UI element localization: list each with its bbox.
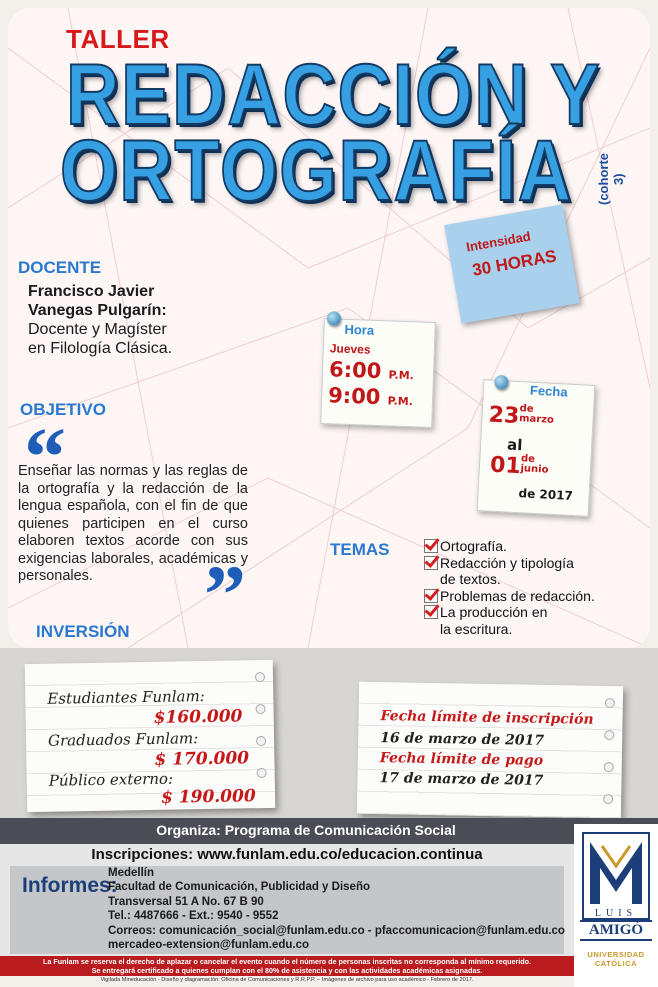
price-label-estudiantes: Estudiantes Funlam: bbox=[47, 687, 205, 708]
hole-icon bbox=[604, 762, 614, 772]
fecha-start-month bbox=[519, 404, 555, 426]
fecha-label: Fecha bbox=[529, 382, 568, 400]
disclaimer-text bbox=[0, 957, 574, 975]
price-publico: $ 190.000 bbox=[160, 786, 256, 808]
title-line-2: ORTOGRAFÍA bbox=[60, 123, 574, 219]
prices-note bbox=[25, 660, 276, 812]
checkmark-icon bbox=[424, 539, 438, 553]
title-line-1: REDACCIÓN Y bbox=[66, 47, 602, 143]
logo-emblem-icon bbox=[582, 832, 650, 920]
logo-universidad bbox=[576, 950, 656, 968]
organiza-text: Organiza: Programa de Comunicación Social bbox=[156, 822, 456, 838]
hora-note bbox=[320, 318, 436, 428]
informes-details bbox=[108, 866, 565, 952]
logo-uni-line1: UNIVERSIDAD bbox=[587, 950, 645, 959]
binder-holes bbox=[603, 698, 615, 826]
logo-amigo: AMIGÓ bbox=[580, 920, 652, 941]
temas-item bbox=[424, 588, 595, 605]
temas-item bbox=[424, 555, 590, 588]
deadline-pago-label: Fecha límite de pago bbox=[379, 750, 544, 769]
hole-icon bbox=[256, 736, 266, 746]
docente-description bbox=[28, 320, 172, 358]
temas-item-text: La producción en la escritura. bbox=[440, 604, 548, 637]
docente-name-line1: Francisco Javier bbox=[28, 283, 155, 300]
intensidad-label: Intensidad bbox=[465, 228, 532, 255]
fecha-al: al bbox=[506, 435, 523, 455]
deadline-inscripcion-date: 16 de marzo de 2017 bbox=[380, 730, 545, 749]
hole-icon bbox=[257, 768, 267, 778]
binder-holes bbox=[255, 672, 267, 800]
hora-end bbox=[328, 383, 414, 410]
objetivo-heading: OBJETIVO bbox=[20, 400, 106, 419]
temas-item-text: Ortografía. bbox=[440, 538, 507, 554]
informes-label: Informes: bbox=[22, 874, 118, 897]
hole-icon bbox=[255, 704, 265, 714]
hole-icon bbox=[604, 730, 614, 740]
logo-m-icon bbox=[584, 834, 648, 908]
fecha-end bbox=[489, 453, 549, 481]
disclaimer-line2: Se entregará certificado a quienes cumplan con el 80% de asistencia y con las actividades académicas asignadas. bbox=[91, 966, 483, 975]
deadlines-note bbox=[357, 682, 623, 819]
hora-day: Jueves bbox=[329, 341, 371, 357]
temas-item-text: Problemas de redacción. bbox=[440, 587, 595, 604]
docente-heading: DOCENTE bbox=[18, 258, 102, 277]
logo-luis: LUIS bbox=[594, 908, 638, 919]
taller-label: TALLER bbox=[66, 24, 170, 54]
logo-uni-line2: CATÓLICA bbox=[594, 959, 638, 968]
price-estudiantes: $160.000 bbox=[153, 706, 243, 728]
hora-start-suffix: P.M. bbox=[388, 368, 415, 383]
deadline-pago-date: 17 de marzo de 2017 bbox=[379, 770, 544, 789]
intensidad-note bbox=[444, 204, 580, 323]
price-label-publico: Público externo: bbox=[48, 769, 174, 790]
fecha-note bbox=[477, 379, 596, 517]
hole-icon bbox=[255, 672, 265, 682]
hora-end-time: 9:00 bbox=[327, 383, 381, 410]
docente-desc-line2: en Filología Clásica. bbox=[28, 340, 173, 357]
hole-icon bbox=[603, 794, 613, 804]
open-quote-icon: “ bbox=[24, 411, 66, 504]
cohorte-label: (cohorte 3) bbox=[596, 153, 626, 205]
credits-text: Vigilada Mineducación - Diseño y diagramación: Oficina de Comunicaciones y R.R.P.P. – Imágenes de archivo para uso académico - Febrero de 2017. bbox=[100, 977, 474, 983]
fecha-end-month-name: junio bbox=[520, 463, 549, 476]
fecha-end-de: de bbox=[520, 453, 536, 465]
hole-icon bbox=[605, 698, 615, 708]
price-graduados: $ 170.000 bbox=[154, 748, 250, 770]
hora-end-suffix: P.M. bbox=[387, 394, 414, 409]
fecha-end-month bbox=[520, 454, 549, 475]
fecha-start bbox=[488, 402, 555, 430]
informes-line: mercadeo-extension@funlam.edu.co bbox=[108, 939, 310, 952]
docente-name bbox=[28, 282, 167, 320]
hora-start-time: 6:00 bbox=[328, 357, 382, 384]
intensidad-value: 30 HORAS bbox=[470, 246, 558, 280]
disclaimer-line1: La Funlam se reserva el derecho de aplazar o cancelar el evento cuando el número de personas inscritas no corresponda al mínimo requerido. bbox=[42, 957, 532, 966]
fecha-end-day: 01 bbox=[489, 452, 522, 480]
temas-heading: TEMAS bbox=[330, 540, 390, 559]
informes-line: Transversal 51 A No. 67 B 90 bbox=[108, 895, 264, 908]
pushpin-icon bbox=[494, 375, 509, 390]
inversion-heading: INVERSIÓN bbox=[36, 622, 130, 641]
checkmark-icon bbox=[424, 556, 438, 570]
hora-start bbox=[329, 357, 415, 384]
informes-line: Tel.: 4487666 - Ext.: 9540 - 9552 bbox=[108, 910, 279, 923]
informes-line: Facultad de Comunicación, Publicidad y Diseño bbox=[108, 881, 370, 894]
docente-desc-line1: Docente y Magíster bbox=[28, 321, 167, 338]
informes-line: Medellín bbox=[108, 867, 155, 879]
informes-line-emails: Correos: comunicación_social@funlam.edu.co - pfaccomunicacion@funlam.edu.co bbox=[108, 924, 565, 937]
fecha-start-day: 23 bbox=[488, 402, 520, 430]
close-quote-icon: ” bbox=[204, 549, 246, 642]
fecha-year: de 2017 bbox=[518, 486, 574, 503]
fecha-start-de: de bbox=[519, 403, 534, 415]
objetivo-text: Enseñar las normas y las reglas de la ortografía y la redacción de la lengua española, con el fin de que quienes participen en el curso elaboren textos acorde con sus exigencias laborales, académicas y personales. bbox=[18, 463, 248, 584]
hora-label: Hora bbox=[344, 321, 375, 338]
fecha-start-month-name: marzo bbox=[518, 413, 555, 426]
docente-name-line2: Vanegas Pulgarín: bbox=[28, 302, 167, 319]
temas-item-text: Redacción y tipología de textos. bbox=[440, 554, 574, 587]
checkmark-icon bbox=[424, 589, 438, 603]
temas-list bbox=[424, 538, 595, 637]
pushpin-icon bbox=[327, 311, 341, 325]
deadline-inscripcion-label: Fecha límite de inscripción bbox=[380, 708, 594, 728]
temas-item bbox=[424, 538, 595, 555]
inscripciones-text: Inscripciones: www.funlam.edu.co/educacion.continua bbox=[91, 846, 483, 863]
checkmark-icon bbox=[424, 605, 438, 619]
price-label-graduados: Graduados Funlam: bbox=[47, 729, 199, 750]
temas-item bbox=[424, 604, 560, 637]
